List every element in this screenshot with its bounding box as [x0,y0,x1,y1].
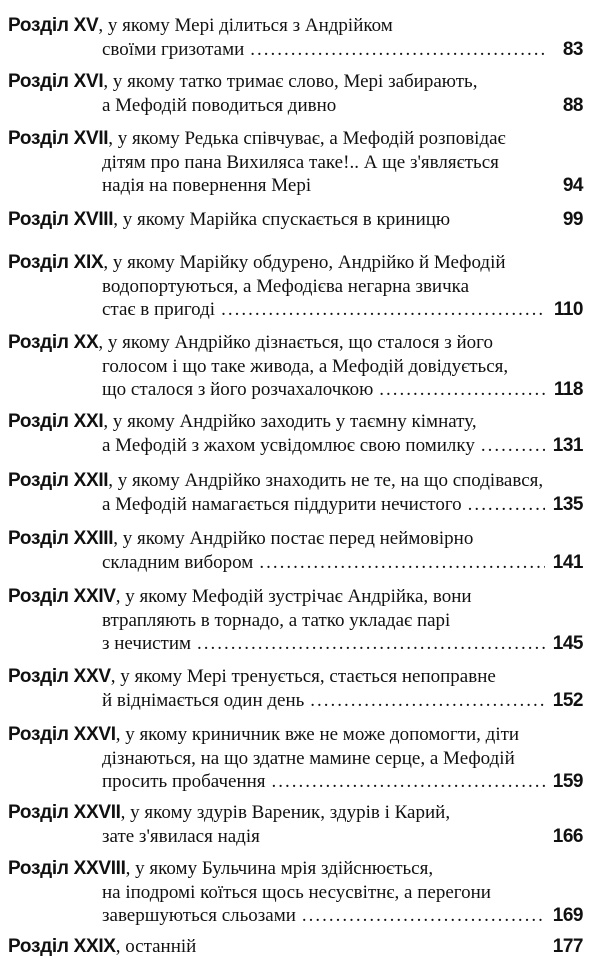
chapter-title-line: , у якому Андрійко постає перед неймовірно [113,528,474,549]
chapter-title-line: , у якому Марійка спускається в криницю [113,209,451,230]
chapter-title-line: , у якому криничник вже не може допомогти, діти [115,724,520,745]
chapter-title-line: , у якому Бульчина мрія здійснюється, [125,858,434,879]
chapter-title-line: а Мефодій з жахом усвідомлює свою помилку [102,434,475,456]
chapter-title-line: голосом і що таке живода, а Мефодій довідується, [102,355,509,377]
toc-entry-xvi [8,70,583,117]
chapter-title-line: , у якому Андрійко знаходить не те, на що сподівався, [108,470,544,491]
page-number: 169 [552,905,583,926]
toc-entry-xvii [8,127,583,198]
chapter-title-line: надія на повернення Мері [102,175,312,196]
chapter-label: Розділ XIX [8,252,104,273]
chapter-title-line: й віднімається один день [102,689,305,711]
chapter-title-line: а Мефодій намагається піддурити нечистого [102,493,462,515]
chapter-label: Розділ XXI [8,411,104,432]
page-number: 131 [552,434,583,456]
chapter-title-line: , у якому Андрійко заходить у таємну кімнату, [103,411,477,432]
chapter-label: Розділ XXIII [8,528,114,549]
chapter-title-line: , у якому Андрійко дізнається, що сталося з його [98,332,493,353]
chapter-title-line: , у якому Мері ділиться з Андрійком [98,15,393,36]
chapter-title-line: дізнаються, на що здатне мамине серце, а Мефодій [102,747,515,769]
toc-entry-xxi [8,410,583,457]
chapter-label: Розділ XXVII [8,802,121,823]
chapter-label: Розділ XVII [8,128,109,149]
toc-entry-xx [8,331,583,402]
dot-leader [250,38,545,62]
toc-entry-xxvii [8,801,583,848]
dot-leader [272,770,545,794]
page-number: 141 [552,551,583,573]
dot-leader [221,298,545,322]
page-number: 94 [562,175,583,196]
toc-entry-xxix [8,935,583,959]
page-number: 145 [552,633,583,654]
dot-leader [310,689,545,713]
chapter-title-line: стає в пригоді [102,299,216,320]
chapter-title-line: , у якому Марійку обдурено, Андрійко й Мефодій [103,252,506,273]
toc-entry-xxv [8,665,583,712]
toc-entry-xviii [8,208,583,232]
chapter-title-line: зате з'явилася надія [102,825,260,847]
chapter-title-line: просить пробачення [102,771,266,792]
page-number: 166 [552,825,583,847]
chapter-title-line: втрапляють в торнадо, а татко укладає парі [102,609,451,631]
dot-leader [379,378,545,402]
chapter-label: Розділ XXIX [8,936,116,957]
dot-leader [197,632,545,656]
dot-leader [468,493,545,517]
page-number: 177 [552,936,583,957]
chapter-title-line: на іподромі коїться щось несусвітнє, а перегони [102,881,491,903]
dot-leader [302,904,545,928]
page-number: 135 [552,493,583,515]
chapter-title-line: , останній [115,936,197,957]
page-number: 152 [552,689,583,711]
page-number: 159 [552,771,583,792]
chapter-title-line: , у якому Мефодій зустрічає Андрійка, вони [115,586,472,607]
page-number: 88 [562,94,583,116]
chapter-label: Розділ XVI [8,71,104,92]
chapter-label: Розділ XXIV [8,586,116,607]
chapter-label: Розділ XXII [8,470,109,491]
toc-entry-xxiv [8,585,583,656]
chapter-title-line: завершуються сльозами [102,905,296,926]
toc-entry-xxviii [8,857,583,928]
toc-entry-xxvi [8,723,583,794]
chapter-title-line: з нечистим [102,633,192,654]
dot-leader [259,551,545,575]
chapter-label: Розділ XXVI [8,724,116,745]
dot-leader [481,434,545,458]
chapter-title-line: складним вибором [102,551,254,573]
chapter-title-line: , у якому татко тримає слово, Мері забирають, [103,71,478,92]
chapter-title-line: дітям про пана Вихиляса таке!.. А ще з'являється [102,151,499,173]
toc-entry-xv [8,14,583,61]
page-number: 83 [562,38,583,60]
chapter-title-line: , у якому Мері тренується, стається непоправне [110,666,496,687]
chapter-title-line: а Мефодій поводиться дивно [102,94,337,116]
chapter-title-line: , у якому Редька співчуває, а Мефодій розповідає [108,128,506,149]
chapter-title-line: своїми гризотами [102,38,245,60]
page-number: 118 [553,379,583,400]
toc-entry-xxii [8,469,583,516]
chapter-label: Розділ XV [8,15,99,36]
chapter-label: Розділ XXV [8,666,111,687]
chapter-label: Розділ XXVIII [8,858,126,879]
toc-entry-xxiii [8,527,583,574]
chapter-title-line: , у якому здурів Вареник, здурів і Карий, [120,802,451,823]
page-number: 110 [553,299,583,320]
page-number: 99 [562,209,583,230]
chapter-title-line: що сталося з його розчахалочкою [102,379,374,400]
chapter-title-line: водопортуються, а Мефодієва негарна звичка [102,275,470,297]
toc-entry-xix [8,251,583,322]
chapter-label: Розділ XX [8,332,99,353]
chapter-label: Розділ XVIII [8,209,114,230]
